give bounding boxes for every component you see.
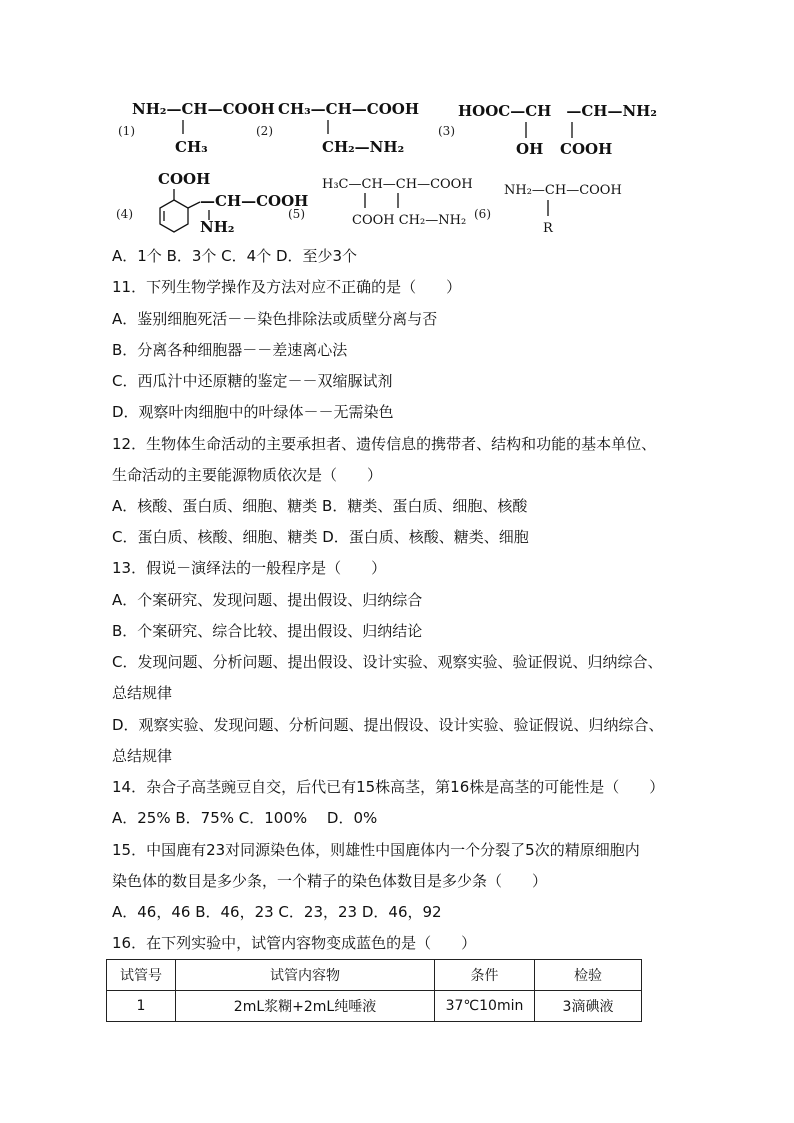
structure-label-1: (1)	[118, 124, 135, 138]
q11-option-c: C．西瓜汁中还原糖的鉴定－－双缩脲试剂	[112, 372, 393, 390]
q14-stem: 14．杂合子高茎豌豆自交，后代已有15株高茎，第16株是高茎的可能性是（ ）	[112, 778, 665, 796]
structure-label-5: (5)	[288, 207, 305, 221]
q14-options: A．25% B．75% C．100% D．0%	[112, 809, 378, 827]
svg-text:OH: OH	[516, 140, 544, 158]
table-cell: 3滴碘液	[535, 991, 642, 1022]
svg-text:COOH: COOH	[560, 140, 613, 158]
table-header-cell: 检验	[535, 960, 642, 991]
q11-option-d: D．观察叶肉细胞中的叶绿体－－无需染色	[112, 403, 394, 421]
svg-text:—CH—COOH: —CH—COOH	[200, 192, 309, 210]
svg-text:R: R	[543, 221, 553, 236]
experiment-table	[106, 959, 642, 1022]
q12-stem-line2: 生命活动的主要能源物质依次是（ ）	[112, 466, 383, 484]
table-row	[107, 991, 642, 1022]
svg-text:CH₂—NH₂: CH₂—NH₂	[322, 138, 405, 156]
table-header-row	[107, 960, 642, 991]
svg-text:NH₂: NH₂	[200, 218, 235, 236]
table-cell: 2mL浆糊+2mL纯唾液	[176, 991, 435, 1022]
svg-text:H₃C—CH—CH—COOH: H₃C—CH—CH—COOH	[322, 177, 473, 192]
q13-option-c-line1: C．发现问题、分析问题、提出假设、设计实验、观察实验、验证假说、归纳综合、	[112, 653, 663, 671]
q13-option-b: B．个案研究、综合比较、提出假设、归纳结论	[112, 622, 423, 640]
amino-acid-structures-figure	[112, 90, 657, 242]
structure-label-3: (3)	[438, 124, 455, 138]
svg-text:HOOC—CH —CH—NH₂: HOOC—CH —CH—NH₂	[458, 102, 657, 120]
q12-options-ab: A．核酸、蛋白质、细胞、糖类 B．糖类、蛋白质、细胞、核酸	[112, 497, 528, 515]
q13-option-d-line1: D．观察实验、发现问题、分析问题、提出假设、设计实验、验证假说、归纳综合、	[112, 716, 664, 734]
q16-stem: 16．在下列实验中，试管内容物变成蓝色的是（ ）	[112, 934, 477, 952]
q13-stem: 13．假说－演绎法的一般程序是（ ）	[112, 559, 387, 577]
svg-text:NH₂—CH—COOH: NH₂—CH—COOH	[132, 100, 275, 118]
q13-option-c-line2: 总结规律	[112, 684, 173, 702]
q13-option-a: A．个案研究、发现问题、提出假设、归纳综合	[112, 591, 423, 609]
structure-label-4: (4)	[116, 207, 133, 221]
q13-option-d-line2: 总结规律	[112, 747, 173, 765]
q11-option-b: B．分离各种细胞器－－差速离心法	[112, 341, 348, 359]
table-header-cell: 试管号	[107, 960, 176, 991]
q15-stem-line1: 15．中国鹿有23对同源染色体，则雄性中国鹿体内一个分裂了5次的精原细胞内	[112, 841, 640, 859]
q15-options: A．46，46 B．46，23 C．23，23 D．46，92	[112, 903, 442, 921]
svg-text:COOH CH₂—NH₂: COOH CH₂—NH₂	[352, 213, 467, 228]
q15-stem-line2: 染色体的数目是多少条，一个精子的染色体数目是多少条（ ）	[112, 872, 548, 890]
q11-option-a: A．鉴别细胞死活－－染色排除法或质壁分离与否	[112, 310, 438, 328]
table-header-cell: 条件	[435, 960, 535, 991]
svg-text:CH₃: CH₃	[175, 138, 208, 156]
q10-options: A．1个 B．3个 C．4个 D．至少3个	[112, 247, 358, 265]
q12-options-cd: C．蛋白质、核酸、细胞、糖类 D．蛋白质、核酸、糖类、细胞	[112, 528, 529, 546]
structure-label-2: (2)	[256, 124, 273, 138]
table-cell: 1	[107, 991, 176, 1022]
q12-stem-line1: 12．生物体生命活动的主要承担者、遗传信息的携带者、结构和功能的基本单位、	[112, 435, 657, 453]
table-header-cell: 试管内容物	[176, 960, 435, 991]
svg-text:NH₂—CH—COOH: NH₂—CH—COOH	[504, 183, 622, 198]
table-cell: 37℃10min	[435, 991, 535, 1022]
svg-text:CH₃—CH—COOH: CH₃—CH—COOH	[278, 100, 420, 118]
structure-label-6: (6)	[474, 207, 491, 221]
svg-text:COOH: COOH	[158, 170, 211, 188]
q11-stem: 11．下列生物学操作及方法对应不正确的是（ ）	[112, 278, 462, 296]
